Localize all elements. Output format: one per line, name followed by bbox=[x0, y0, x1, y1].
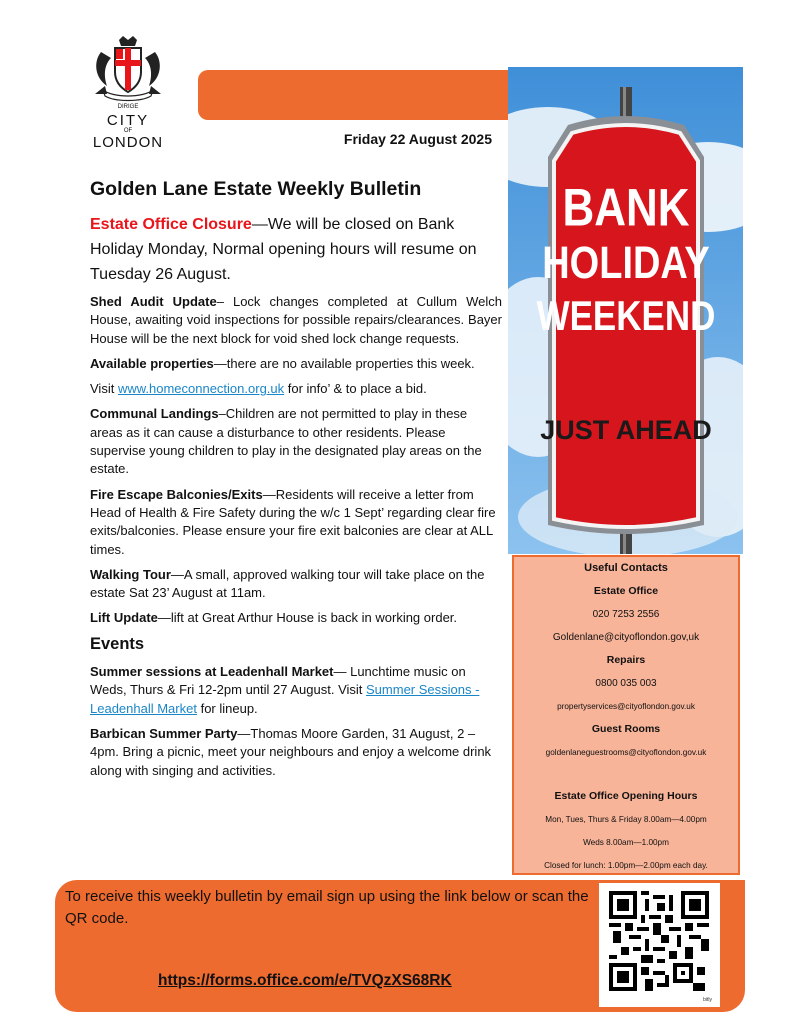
item-text: —Residents will receive a letter from Head of Health & Fire Safety during the w/c 1 Sept’ regarding clear fire exits/balconies. Please ensure your fire exit balconies are clear at ALL times. bbox=[90, 486, 496, 557]
events-heading: Events bbox=[90, 634, 145, 653]
item-heading: Summer sessions at Leadenhall Market bbox=[90, 664, 334, 680]
useful-contacts-box bbox=[512, 555, 740, 875]
closure-text: —We will be closed on Bank Holiday Monday, Normal opening hours will resume on Tuesday 26 August. bbox=[90, 216, 477, 283]
repairs-email[interactable]: propertyservices@cityoflondon.gov.uk bbox=[557, 702, 695, 711]
item-heading: Walking Tour bbox=[90, 566, 171, 582]
item-text: for lineup. bbox=[196, 700, 258, 716]
item-text: for info’ & to place a bid. bbox=[284, 381, 427, 397]
sign-line-2: HOLIDAY bbox=[542, 236, 710, 288]
repairs-phone[interactable]: 0800 035 003 bbox=[595, 678, 657, 689]
sign-line-3: WEEKEND bbox=[536, 292, 716, 340]
logo-of: OF bbox=[123, 128, 133, 134]
opening-hours-line-3: Closed for lunch: 1.00pm—2.00pm each day. bbox=[544, 861, 708, 870]
logo-city: CITY bbox=[106, 112, 150, 129]
guest-rooms-email[interactable]: goldenlaneguestrooms@cityoflondon.gov.uk bbox=[545, 748, 707, 757]
item-text: —Thomas Moore Garden, 31 August, 2 –4pm. Bring a picnic, meet your neighbours and enjoy a welcome drink along with singing and activities. bbox=[90, 725, 492, 778]
estate-office-email[interactable]: Goldenlane@cityoflondon.gov,uk bbox=[552, 632, 700, 643]
header-banner bbox=[198, 70, 510, 120]
sign-line-4: JUST AHEAD bbox=[540, 415, 712, 445]
item-text: –Children are not permitted to play in these areas as it can cause a disturbance to other residents. Please supervise young children to play in the designated play areas on the estate. bbox=[90, 406, 482, 477]
city-of-london-logo bbox=[80, 34, 176, 152]
item-text: —there are no available properties this week. bbox=[213, 355, 475, 371]
summer-sessions-item bbox=[90, 663, 502, 718]
item-text: Visit bbox=[90, 381, 118, 397]
lift-update-item bbox=[90, 609, 502, 627]
opening-hours-line-1: Mon, Tues, Thurs & Friday 8.00am—4.00pm bbox=[545, 815, 707, 824]
sign-line-1: BANK bbox=[562, 178, 690, 238]
guest-rooms-heading: Guest Rooms bbox=[591, 723, 661, 735]
item-heading: Lift Update bbox=[90, 610, 158, 626]
repairs-heading: Repairs bbox=[606, 654, 646, 666]
item-text: – Lock changes completed at Cullum Welch House, awaiting void inspections for possible repairs/clearances. Bayer House will be the next block for void shed lock change requests. bbox=[90, 294, 503, 346]
opening-hours-line-2: Weds 8.00am—1.00pm bbox=[583, 838, 669, 847]
signup-footer bbox=[55, 880, 745, 1012]
crest-icon bbox=[89, 34, 167, 104]
bulletin-items bbox=[90, 293, 502, 787]
logo-motto: DIRIGE bbox=[117, 104, 139, 110]
item-heading: Fire Escape Balconies/Exits bbox=[90, 486, 263, 502]
walking-tour-item bbox=[90, 566, 502, 603]
qr-code[interactable] bbox=[599, 883, 720, 1007]
signup-form-link[interactable]: https://forms.office.com/e/TVQzXS68RK bbox=[158, 972, 452, 989]
contacts-title: Useful Contacts bbox=[584, 562, 668, 574]
item-heading: Shed Audit Update bbox=[90, 294, 217, 309]
item-heading: Barbican Summer Party bbox=[90, 725, 238, 741]
item-text: — Lunchtime music on Weds, Thurs & Fri 12-2pm until 27 August. Visit bbox=[90, 664, 466, 698]
closure-notice bbox=[90, 212, 500, 287]
closure-label: Estate Office Closure bbox=[90, 216, 252, 233]
leadenhall-link[interactable]: Summer Sessions - Leadenhall Market bbox=[90, 682, 480, 716]
opening-hours-heading: Estate Office Opening Hours bbox=[554, 790, 698, 802]
signup-text: To receive this weekly bulletin by email sign up using the link below or scan the QR code. bbox=[65, 888, 589, 927]
qr-code-icon bbox=[609, 891, 709, 991]
bank-holiday-sign-image bbox=[508, 67, 743, 554]
bulletin-date: Friday 22 August 2025 bbox=[343, 131, 492, 147]
communal-landings-item bbox=[90, 405, 502, 478]
item-heading: Available properties bbox=[90, 355, 214, 371]
estate-office-heading: Estate Office bbox=[593, 585, 659, 597]
item-text: —lift at Great Arthur House is back in working order. bbox=[157, 610, 458, 626]
item-text: —A small, approved walking tour will take place on the estate Sat 23’ August at 11am. bbox=[90, 566, 485, 601]
bulletin-title: Golden Lane Estate Weekly Bulletin bbox=[90, 178, 422, 200]
estate-office-phone[interactable]: 020 7253 2556 bbox=[592, 609, 660, 620]
shed-audit-item bbox=[90, 293, 502, 348]
item-heading: Communal Landings bbox=[90, 406, 219, 422]
barbican-party-item bbox=[90, 725, 502, 780]
homeconnection-item bbox=[90, 380, 502, 398]
fire-escape-item bbox=[90, 486, 502, 559]
homeconnection-link[interactable]: www.homeconnection.org.uk bbox=[117, 381, 285, 397]
available-properties-item bbox=[90, 355, 502, 373]
logo-london: LONDON bbox=[92, 134, 164, 151]
qr-brand: bitly bbox=[703, 997, 712, 1003]
